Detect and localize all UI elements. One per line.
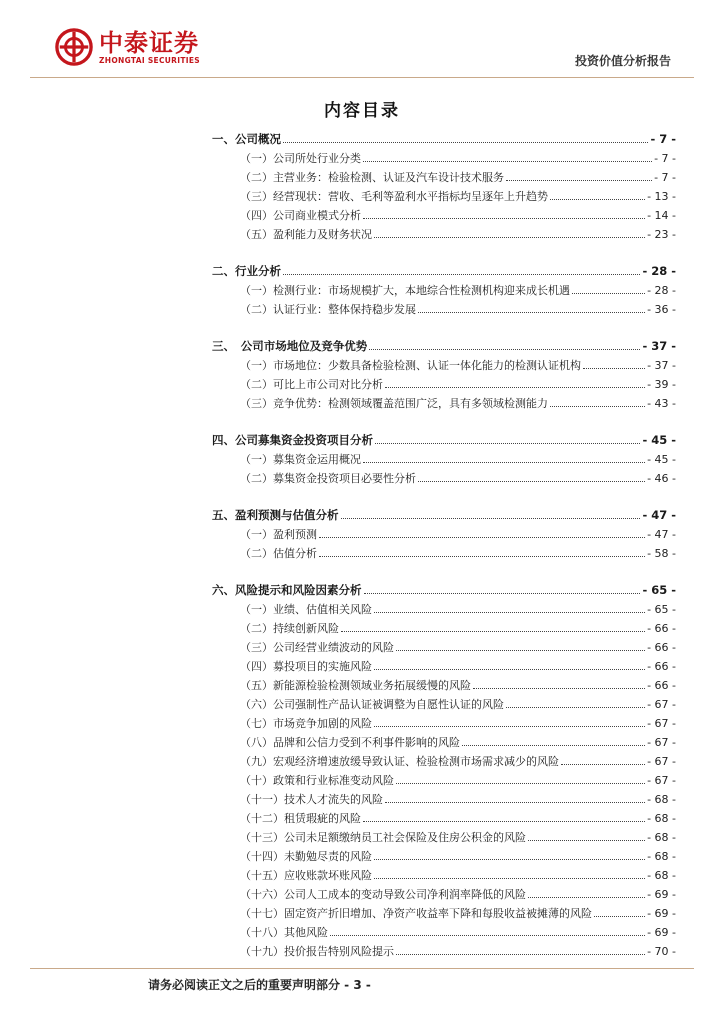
toc-page-number: - 68 - — [647, 831, 676, 844]
toc-entry-title: （十五）应收账款坏账风险 — [240, 869, 372, 882]
toc-entry-title: （三）竞争优势：检测领域覆盖范围广泛，具有多领域检测能力 — [240, 397, 548, 410]
toc-entry-title: （一）检测行业：市场规模扩大，本地综合性检测机构迎来成长机遇 — [240, 284, 570, 297]
toc-leader-dots — [319, 537, 645, 538]
toc-page-number: - 7 - — [654, 171, 676, 184]
toc-page-number: - 70 - — [647, 945, 676, 958]
toc-leader-dots — [374, 612, 645, 613]
toc-subsection-entry[interactable] — [212, 733, 676, 752]
toc-entry-title: （一）市场地位：少数具备检验检测、认证一体化能力的检测认证机构 — [240, 359, 581, 372]
toc-entry-title: 六、风险提示和风险因素分析 — [212, 583, 362, 597]
toc-leader-dots — [374, 237, 645, 238]
toc-section-entry[interactable] — [212, 506, 676, 525]
toc-page-number: - 66 - — [647, 622, 676, 635]
toc-leader-dots — [374, 859, 645, 860]
toc-leader-dots — [341, 631, 645, 632]
toc-page-number: - 39 - — [647, 378, 676, 391]
toc-subsection-entry[interactable] — [212, 714, 676, 733]
toc-entry-title: （三）经营现状：营收、毛利等盈利水平指标均呈逐年上升趋势 — [240, 190, 548, 203]
toc-leader-dots — [418, 481, 645, 482]
toc-entry-title: （四）募投项目的实施风险 — [240, 660, 372, 673]
toc-leader-dots — [364, 593, 641, 594]
toc-leader-dots — [396, 783, 645, 784]
toc-entry-title: （一）公司所处行业分类 — [240, 152, 361, 165]
brand-name-cn: 中泰证券 — [99, 28, 199, 57]
toc-section-entry[interactable] — [212, 431, 676, 450]
toc-entry-title: （十九）投价报告特别风险提示 — [240, 945, 394, 958]
toc-leader-dots — [396, 954, 645, 955]
toc-leader-dots — [375, 443, 640, 444]
toc-subsection-entry[interactable] — [212, 695, 676, 714]
toc-entry-title: 三、 公司市场地位及竞争优势 — [212, 339, 368, 353]
toc-leader-dots — [550, 199, 645, 200]
toc-page-number: - 28 - — [647, 284, 676, 297]
toc-subsection-entry[interactable] — [212, 828, 676, 847]
toc-page-number: - 67 - — [647, 717, 676, 730]
toc-leader-dots — [363, 821, 645, 822]
footer-disclaimer: 请务必阅读正文之后的重要声明部分 - 3 - — [148, 978, 371, 992]
toc-subsection-entry[interactable] — [212, 619, 676, 638]
toc-subsection-entry[interactable] — [212, 149, 676, 168]
toc-page-number: - 45 - — [647, 453, 676, 466]
toc-leader-dots — [283, 142, 648, 143]
toc-page-number: - 67 - — [647, 736, 676, 749]
toc-page-number: - 36 - — [647, 303, 676, 316]
toc-subsection-entry[interactable] — [212, 790, 676, 809]
toc-entry-title: 二、行业分析 — [212, 264, 281, 278]
toc-leader-dots — [341, 518, 641, 519]
toc-page-number: - 68 - — [647, 850, 676, 863]
toc-subsection-entry[interactable] — [212, 904, 676, 923]
toc-page-number: - 65 - — [642, 583, 676, 597]
toc-subsection-entry[interactable] — [212, 866, 676, 885]
toc-page-number: - 23 - — [647, 228, 676, 241]
toc-page-number: - 43 - — [647, 397, 676, 410]
toc-entry-title: （十二）租赁瑕疵的风险 — [240, 812, 361, 825]
toc-leader-dots — [572, 293, 645, 294]
toc-section-entry[interactable] — [212, 262, 676, 281]
toc-entry-title: （七）市场竞争加剧的风险 — [240, 717, 372, 730]
toc-entry-title: （十三）公司未足额缴纳员工社会保险及住房公积金的风险 — [240, 831, 526, 844]
toc-page-number: - 7 - — [654, 152, 676, 165]
toc-leader-dots — [385, 387, 645, 388]
toc-entry-title: （八）品牌和公信力受到不利事件影响的风险 — [240, 736, 460, 749]
toc-page-number: - 67 - — [647, 755, 676, 768]
toc-page-number: - 69 - — [647, 907, 676, 920]
toc-subsection-entry[interactable] — [212, 394, 676, 413]
toc-page-number: - 45 - — [642, 433, 676, 447]
toc-page-number: - 37 - — [647, 359, 676, 372]
toc-entry-title: （十六）公司人工成本的变动导致公司净利润率降低的风险 — [240, 888, 526, 901]
toc-page-number: - 28 - — [642, 264, 676, 278]
toc-subsection-entry[interactable] — [212, 469, 676, 488]
toc-subsection-entry[interactable] — [212, 771, 676, 790]
toc-page-number: - 13 - — [647, 190, 676, 203]
toc-leader-dots — [528, 897, 645, 898]
toc-subsection-entry[interactable] — [212, 600, 676, 619]
toc-entry-title: （十一）技术人才流失的风险 — [240, 793, 383, 806]
toc-subsection-entry[interactable] — [212, 375, 676, 394]
toc-page-number: - 68 - — [647, 793, 676, 806]
toc-entry-title: （一）业绩、估值相关风险 — [240, 603, 372, 616]
toc-entry-title: （二）可比上市公司对比分析 — [240, 378, 383, 391]
toc-page-number: - 67 - — [647, 698, 676, 711]
toc-entry-title: （二）认证行业：整体保持稳步发展 — [240, 303, 416, 316]
toc-page-number: - 14 - — [647, 209, 676, 222]
toc-title: 内容目录 — [324, 101, 400, 121]
toc-subsection-entry[interactable] — [212, 676, 676, 695]
toc-subsection-entry[interactable] — [212, 942, 676, 961]
toc-leader-dots — [283, 274, 640, 275]
toc-leader-dots — [363, 218, 645, 219]
toc-leader-dots — [528, 840, 645, 841]
toc-subsection-entry[interactable] — [212, 187, 676, 206]
footer-divider — [30, 968, 694, 969]
toc-leader-dots — [396, 650, 645, 651]
toc-leader-dots — [369, 349, 640, 350]
toc-leader-dots — [462, 745, 645, 746]
brand-logo — [55, 28, 200, 66]
toc-entry-title: （一）募集资金运用概况 — [240, 453, 361, 466]
toc-entry-title: （二）估值分析 — [240, 547, 317, 560]
table-of-contents — [212, 130, 676, 961]
toc-page-number: - 67 - — [647, 774, 676, 787]
toc-leader-dots — [550, 406, 645, 407]
toc-subsection-entry[interactable] — [212, 225, 676, 244]
toc-page-number: - 58 - — [647, 547, 676, 560]
toc-entry-title: （三）公司经营业绩波动的风险 — [240, 641, 394, 654]
toc-page-number: - 69 - — [647, 888, 676, 901]
toc-leader-dots — [363, 161, 652, 162]
toc-page-number: - 66 - — [647, 679, 676, 692]
toc-leader-dots — [561, 764, 645, 765]
toc-leader-dots — [473, 688, 645, 689]
toc-leader-dots — [319, 556, 645, 557]
toc-subsection-entry[interactable] — [212, 281, 676, 300]
toc-entry-title: （六）公司强制性产品认证被调整为自愿性认证的风险 — [240, 698, 504, 711]
toc-page-number: - 68 - — [647, 812, 676, 825]
toc-section-entry[interactable] — [212, 337, 676, 356]
toc-entry-title: （十四）未勤勉尽责的风险 — [240, 850, 372, 863]
toc-subsection-entry[interactable] — [212, 206, 676, 225]
toc-entry-title: （一）盈利预测 — [240, 528, 317, 541]
toc-page-number: - 69 - — [647, 926, 676, 939]
toc-subsection-entry[interactable] — [212, 847, 676, 866]
toc-subsection-entry[interactable] — [212, 809, 676, 828]
toc-leader-dots — [583, 368, 645, 369]
toc-page-number: - 65 - — [647, 603, 676, 616]
toc-leader-dots — [385, 802, 645, 803]
toc-entry-title: （五）盈利能力及财务状况 — [240, 228, 372, 241]
toc-leader-dots — [418, 312, 645, 313]
header-divider — [30, 77, 694, 78]
toc-subsection-entry[interactable] — [212, 752, 676, 771]
toc-page-number: - 7 - — [650, 132, 676, 146]
toc-subsection-entry[interactable] — [212, 450, 676, 469]
toc-subsection-entry[interactable] — [212, 525, 676, 544]
toc-entry-title: （二）募集资金投资项目必要性分析 — [240, 472, 416, 485]
toc-subsection-entry[interactable] — [212, 356, 676, 375]
toc-leader-dots — [374, 878, 645, 879]
toc-section-entry[interactable] — [212, 130, 676, 149]
toc-page-number: - 37 - — [642, 339, 676, 353]
toc-entry-title: （十）政策和行业标准变动风险 — [240, 774, 394, 787]
toc-page-number: - 47 - — [647, 528, 676, 541]
toc-leader-dots — [506, 180, 652, 181]
toc-entry-title: （四）公司商业模式分析 — [240, 209, 361, 222]
toc-entry-title: （十七）固定资产折旧增加、净资产收益率下降和每股收益被摊薄的风险 — [240, 907, 592, 920]
toc-page-number: - 47 - — [642, 508, 676, 522]
toc-subsection-entry[interactable] — [212, 300, 676, 319]
toc-leader-dots — [594, 916, 645, 917]
toc-entry-title: 五、盈利预测与估值分析 — [212, 508, 339, 522]
zhongtai-logo-icon — [55, 28, 93, 66]
toc-section-entry[interactable] — [212, 581, 676, 600]
toc-subsection-entry[interactable] — [212, 657, 676, 676]
toc-entry-title: （十八）其他风险 — [240, 926, 328, 939]
toc-entry-title: （二）主营业务：检验检测、认证及汽车设计技术服务 — [240, 171, 504, 184]
report-type-label: 投资价值分析报告 — [574, 54, 671, 68]
brand-wordmark — [99, 30, 200, 65]
brand-name-en: ZHONGTAI SECURITIES — [99, 55, 200, 65]
toc-subsection-entry[interactable] — [212, 168, 676, 187]
toc-entry-title: （二）持续创新风险 — [240, 622, 339, 635]
toc-leader-dots — [363, 462, 645, 463]
toc-page-number: - 46 - — [647, 472, 676, 485]
toc-leader-dots — [506, 707, 645, 708]
toc-entry-title: 四、公司募集资金投资项目分析 — [212, 433, 373, 447]
toc-page-number: - 68 - — [647, 869, 676, 882]
toc-subsection-entry[interactable] — [212, 638, 676, 657]
toc-entry-title: （九）宏观经济增速放缓导致认证、检验检测市场需求减少的风险 — [240, 755, 559, 768]
toc-entry-title: 一、公司概况 — [212, 132, 281, 146]
toc-page-number: - 66 - — [647, 641, 676, 654]
toc-subsection-entry[interactable] — [212, 885, 676, 904]
toc-entry-title: （五）新能源检验检测领域业务拓展缓慢的风险 — [240, 679, 471, 692]
toc-subsection-entry[interactable] — [212, 923, 676, 942]
toc-leader-dots — [374, 726, 645, 727]
toc-page-number: - 66 - — [647, 660, 676, 673]
toc-leader-dots — [330, 935, 645, 936]
toc-leader-dots — [374, 669, 645, 670]
page-header — [0, 0, 724, 80]
toc-subsection-entry[interactable] — [212, 544, 676, 563]
